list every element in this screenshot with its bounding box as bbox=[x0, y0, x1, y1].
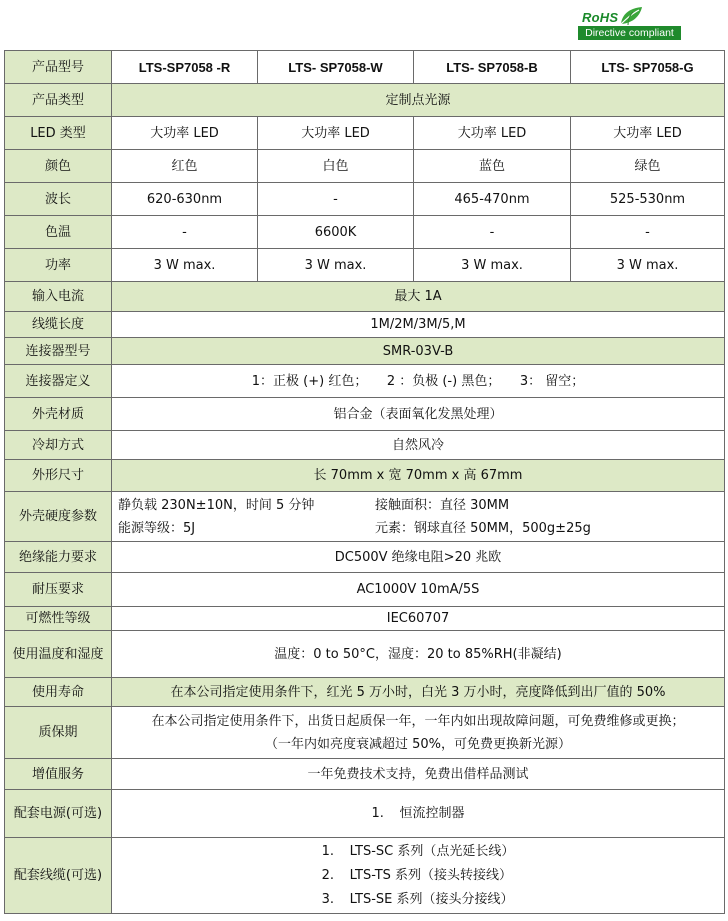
row-flammability bbox=[5, 607, 725, 631]
color-temp-w: 6600K bbox=[258, 216, 414, 249]
model-w: LTS- SP7058-W bbox=[258, 51, 414, 84]
led-type-b: 大功率 LED bbox=[414, 117, 571, 150]
row-power bbox=[5, 249, 725, 282]
value-housing-material: 铝合金（表面氧化发黑处理） bbox=[112, 398, 725, 431]
led-type-r: 大功率 LED bbox=[112, 117, 258, 150]
row-color-temp bbox=[5, 216, 725, 249]
rohs-badge: Directive compliant bbox=[578, 26, 681, 40]
label-led-type: LED 类型 bbox=[5, 117, 112, 150]
row-lifetime bbox=[5, 678, 725, 707]
row-power-supply bbox=[5, 790, 725, 838]
leaf-icon bbox=[618, 6, 644, 26]
value-warranty bbox=[112, 707, 725, 759]
value-connector-def: 1：正极 (+) 红色； 2 ：负极 (-) 黑色； 3： 留空； bbox=[112, 365, 725, 398]
row-warranty bbox=[5, 707, 725, 759]
row-insulation bbox=[5, 542, 725, 573]
hardness-element: 元素：钢球直径 50MM，500g±25g bbox=[375, 520, 591, 536]
label-hardness: 外壳硬度参数 bbox=[5, 492, 112, 542]
value-connector-model: SMR-03V-B bbox=[112, 338, 725, 365]
label-power: 功率 bbox=[5, 249, 112, 282]
row-led-type bbox=[5, 117, 725, 150]
value-withstand: AC1000V 10mA/5S bbox=[112, 573, 725, 607]
power-r: 3 W max. bbox=[112, 249, 258, 282]
led-type-g: 大功率 LED bbox=[571, 117, 725, 150]
value-insulation: DC500V 绝缘电阻>20 兆欧 bbox=[112, 542, 725, 573]
label-cables: 配套线缆(可选) bbox=[5, 838, 112, 914]
label-power-supply: 配套电源(可选) bbox=[5, 790, 112, 838]
label-dimensions: 外形尺寸 bbox=[5, 460, 112, 492]
label-insulation: 绝缘能力要求 bbox=[5, 542, 112, 573]
value-power-supply bbox=[112, 790, 725, 838]
value-value-added: 一年免费技术支持，免费出借样品测试 bbox=[112, 759, 725, 790]
hardness-energy-level: 能源等级：5J bbox=[118, 520, 196, 536]
warranty-line-1: 在本公司指定使用条件下，出货日起质保一年，一年内如出现故障问题，可免费维修或更换； bbox=[151, 713, 685, 729]
rohs-logo bbox=[578, 6, 682, 42]
label-connector-model: 连接器型号 bbox=[5, 338, 112, 365]
rohs-text: RoHS bbox=[582, 10, 619, 25]
list-item: 2. LTS-TS 系列（接头转接线） bbox=[321, 867, 513, 883]
row-dimensions bbox=[5, 460, 725, 492]
value-hardness bbox=[112, 492, 725, 542]
power-g: 3 W max. bbox=[571, 249, 725, 282]
color-b: 蓝色 bbox=[414, 150, 571, 183]
hardness-static-load: 静负载 230N±10N，时间 5 分钟 bbox=[118, 497, 315, 513]
value-env: 温度：0 to 50°C，湿度：20 to 85%RH(非凝结) bbox=[112, 631, 725, 678]
row-hardness bbox=[5, 492, 725, 542]
list-item: 1. LTS-SC 系列（点光延长线） bbox=[321, 843, 515, 859]
row-input-current bbox=[5, 282, 725, 312]
row-withstand bbox=[5, 573, 725, 607]
wavelength-r: 620-630nm bbox=[112, 183, 258, 216]
label-warranty: 质保期 bbox=[5, 707, 112, 759]
label-color: 颜色 bbox=[5, 150, 112, 183]
list-item: 1. 恒流控制器 bbox=[371, 805, 465, 821]
label-model: 产品型号 bbox=[5, 51, 112, 84]
value-cooling: 自然风冷 bbox=[112, 431, 725, 460]
label-connector-def: 连接器定义 bbox=[5, 365, 112, 398]
row-connector-def bbox=[5, 365, 725, 398]
value-flammability: IEC60707 bbox=[112, 607, 725, 631]
row-env bbox=[5, 631, 725, 678]
value-product-type: 定制点光源 bbox=[112, 84, 725, 117]
led-type-w: 大功率 LED bbox=[258, 117, 414, 150]
row-connector-model bbox=[5, 338, 725, 365]
row-value-added bbox=[5, 759, 725, 790]
power-b: 3 W max. bbox=[414, 249, 571, 282]
label-withstand: 耐压要求 bbox=[5, 573, 112, 607]
value-cables bbox=[112, 838, 725, 914]
model-g: LTS- SP7058-G bbox=[571, 51, 725, 84]
warranty-line-2: （一年内如亮度衰减超过 50%，可免费更换新光源） bbox=[264, 736, 572, 752]
color-w: 白色 bbox=[258, 150, 414, 183]
row-color bbox=[5, 150, 725, 183]
wavelength-w: - bbox=[258, 183, 414, 216]
row-product-type bbox=[5, 84, 725, 117]
row-cables bbox=[5, 838, 725, 914]
value-dimensions: 长 70mm x 宽 70mm x 高 67mm bbox=[112, 460, 725, 492]
label-product-type: 产品类型 bbox=[5, 84, 112, 117]
color-temp-r: - bbox=[112, 216, 258, 249]
wavelength-g: 525-530nm bbox=[571, 183, 725, 216]
label-flammability: 可燃性等级 bbox=[5, 607, 112, 631]
row-cooling bbox=[5, 431, 725, 460]
label-color-temp: 色温 bbox=[5, 216, 112, 249]
color-g: 绿色 bbox=[571, 150, 725, 183]
power-w: 3 W max. bbox=[258, 249, 414, 282]
color-temp-g: - bbox=[571, 216, 725, 249]
value-lifetime: 在本公司指定使用条件下，红光 5 万小时，白光 3 万小时，亮度降低到出厂值的 50% bbox=[112, 678, 725, 707]
label-wavelength: 波长 bbox=[5, 183, 112, 216]
label-housing-material: 外壳材质 bbox=[5, 398, 112, 431]
row-wavelength bbox=[5, 183, 725, 216]
wavelength-b: 465-470nm bbox=[414, 183, 571, 216]
row-cable-length bbox=[5, 312, 725, 338]
value-cable-length: 1M/2M/3M/5,M bbox=[112, 312, 725, 338]
color-temp-b: - bbox=[414, 216, 571, 249]
label-value-added: 增值服务 bbox=[5, 759, 112, 790]
label-lifetime: 使用寿命 bbox=[5, 678, 112, 707]
label-cable-length: 线缆长度 bbox=[5, 312, 112, 338]
row-housing-material bbox=[5, 398, 725, 431]
list-item: 3. LTS-SE 系列（接头分接线） bbox=[321, 891, 514, 907]
label-env: 使用温度和湿度 bbox=[5, 631, 112, 678]
value-input-current: 最大 1A bbox=[112, 282, 725, 312]
row-model bbox=[5, 51, 725, 84]
color-r: 红色 bbox=[112, 150, 258, 183]
label-input-current: 输入电流 bbox=[5, 282, 112, 312]
label-cooling: 冷却方式 bbox=[5, 431, 112, 460]
spec-table bbox=[4, 50, 725, 914]
model-r: LTS-SP7058 -R bbox=[112, 51, 258, 84]
hardness-contact-area: 接触面积：直径 30MM bbox=[375, 497, 510, 513]
model-b: LTS- SP7058-B bbox=[414, 51, 571, 84]
